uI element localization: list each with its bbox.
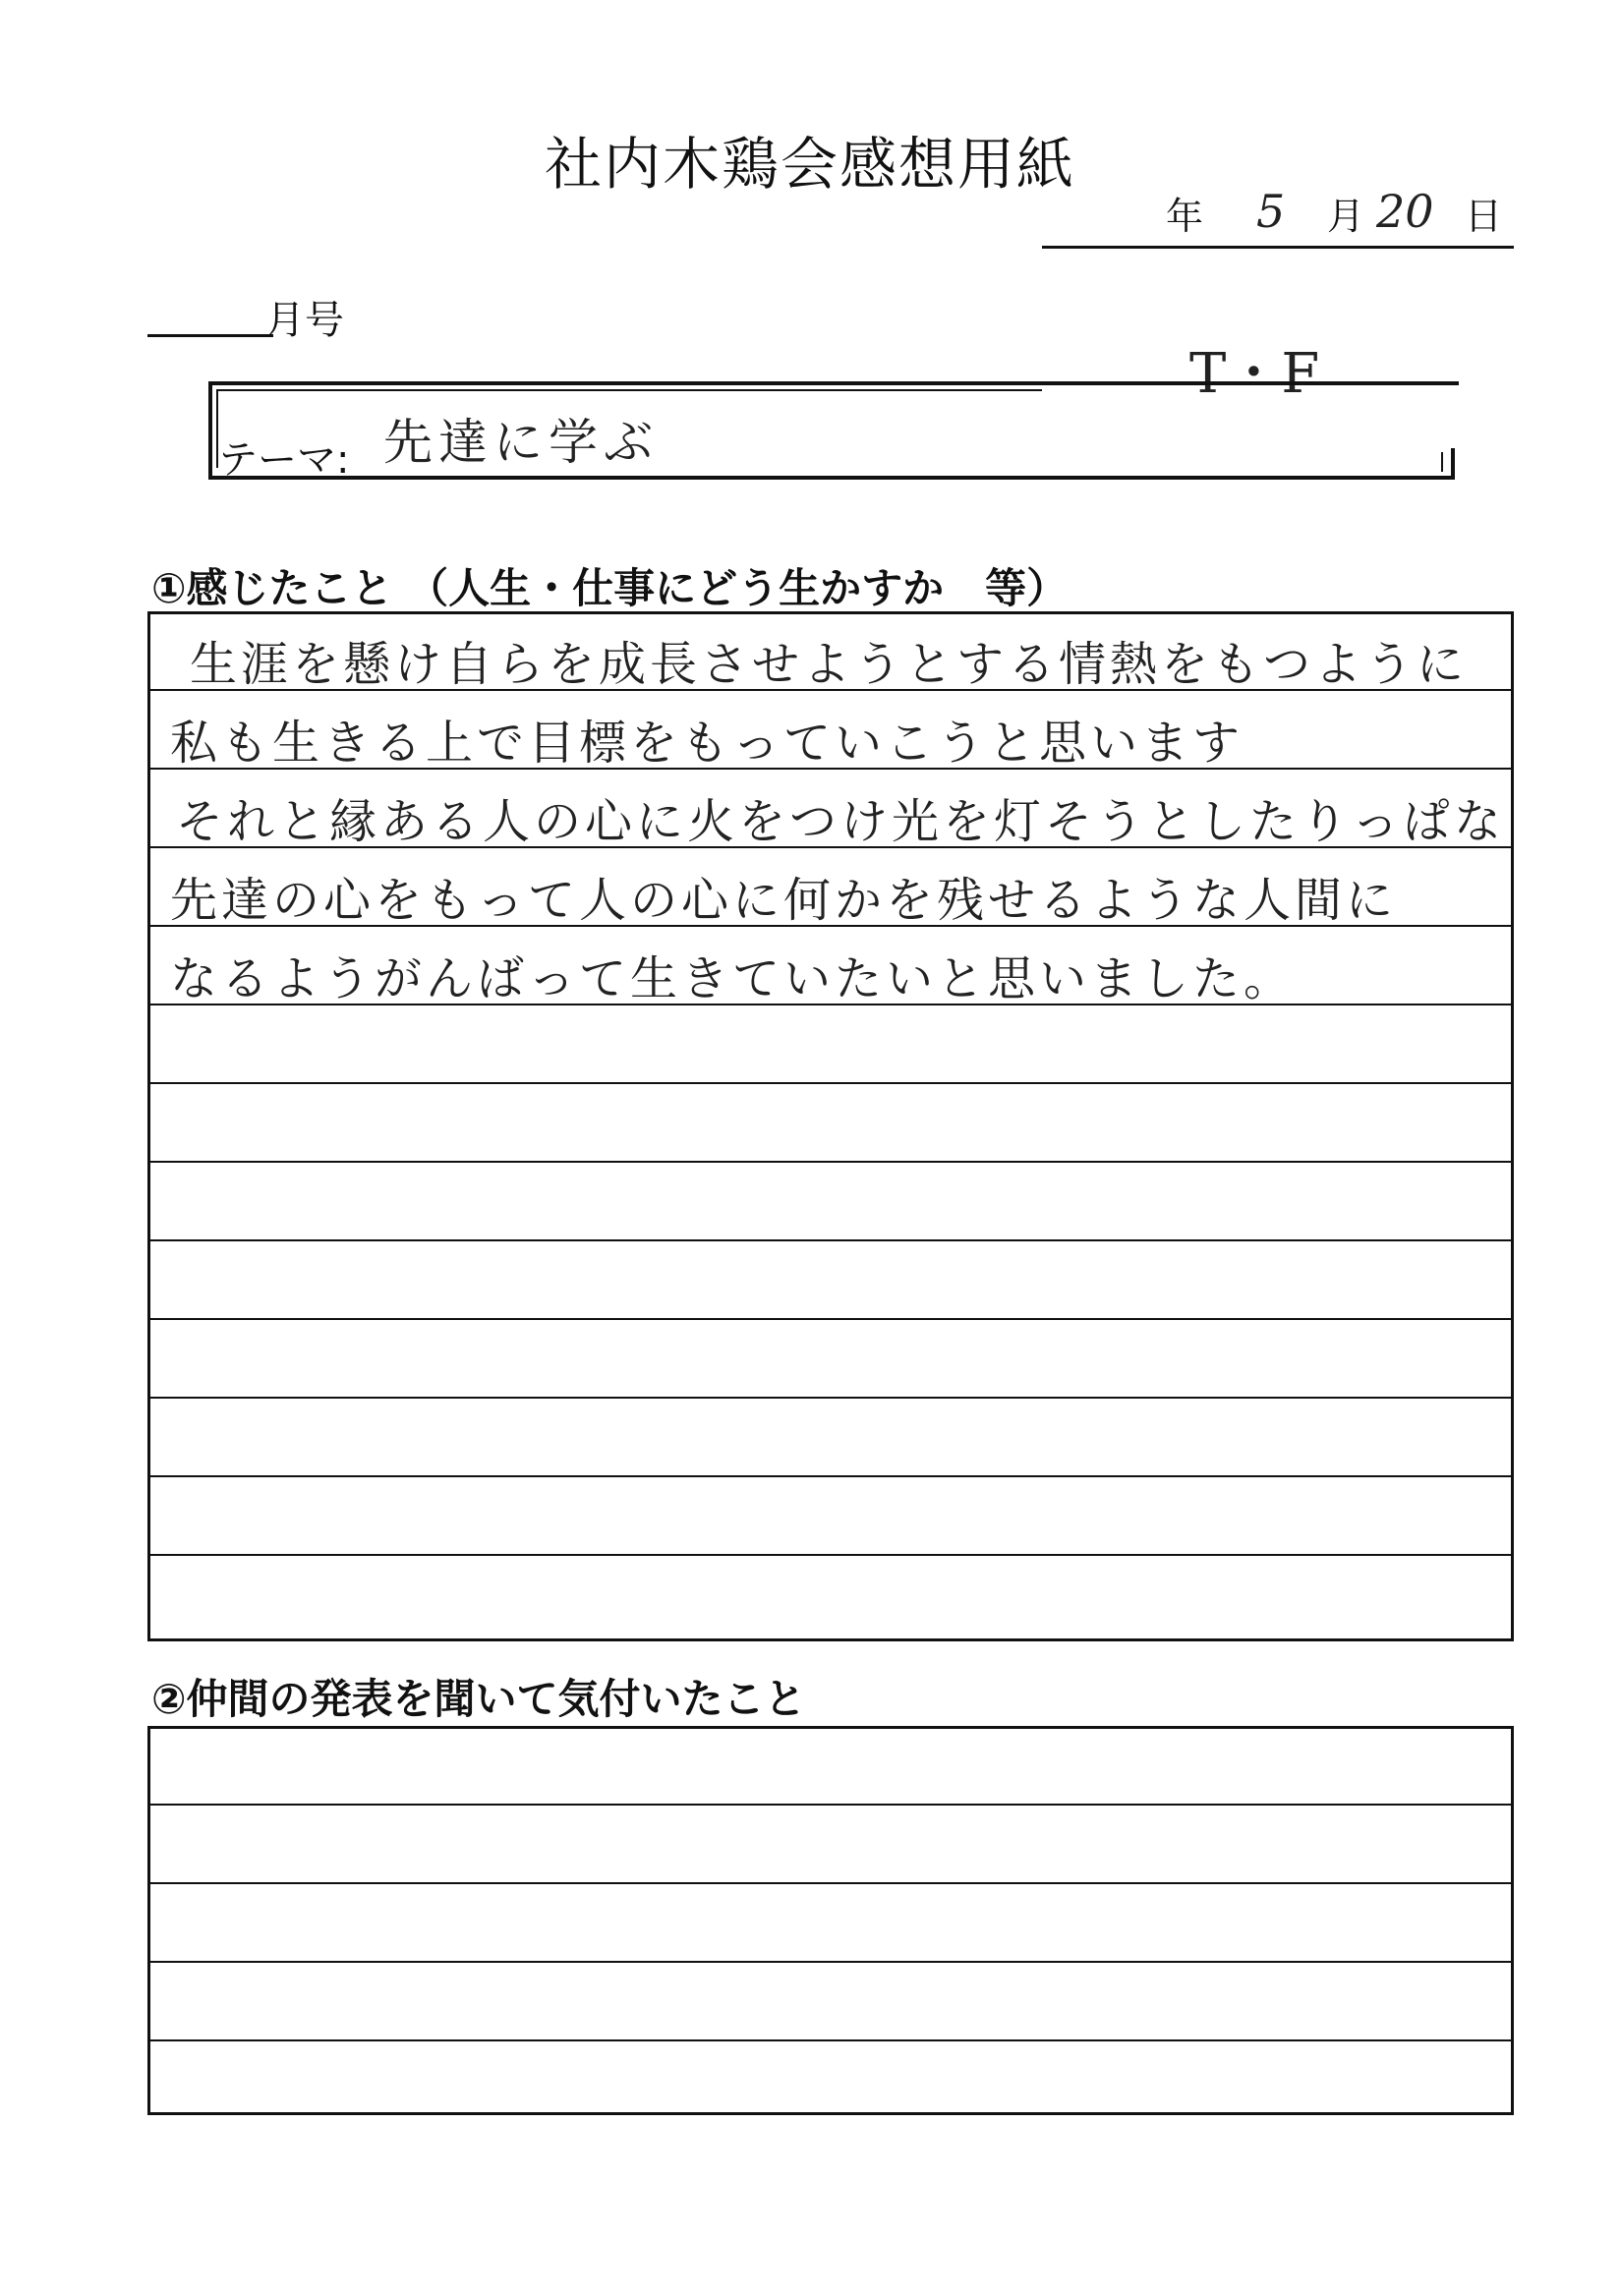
ruled-line: [150, 1882, 1511, 1884]
theme-label: テーマ:: [218, 437, 350, 483]
month-value: 5: [1256, 185, 1286, 238]
theme-box-right-border: [1451, 448, 1455, 480]
ruled-line: [150, 1804, 1511, 1806]
ruled-line: [150, 1161, 1511, 1163]
form-title: 社内木鶏会感想用紙: [544, 131, 1075, 198]
issue-label: 月号: [265, 298, 344, 343]
handwritten-line: なるようがんばって生きていたいと思いました。: [170, 951, 1296, 1006]
day-label: 日: [1465, 195, 1503, 238]
ruled-line: [150, 1397, 1511, 1399]
ruled-line: [150, 2039, 1511, 2041]
month-label: 月: [1327, 195, 1365, 238]
ruled-line: [150, 1239, 1511, 1241]
ruled-line: [150, 1475, 1511, 1477]
author-initials: T・F: [1189, 342, 1320, 406]
ruled-line: [150, 1554, 1511, 1556]
theme-box-right-border: [1441, 452, 1443, 472]
section2-heading: ②仲間の発表を聞いて気付いたこと: [151, 1675, 806, 1723]
handwritten-line: それと縁ある人の心に火をつけ光を灯そうとしたりっぱな: [176, 794, 1506, 849]
theme-value: 先達に学ぶ: [383, 414, 659, 471]
section1-heading: ①感じたこと （人生・仕事にどう生かすか 等）: [151, 564, 1069, 612]
date-field: [1042, 187, 1514, 249]
theme-box-bottom-border: [208, 476, 1455, 480]
handwritten-line: 生涯を懸け自らを成長させようとする情熱をもつように: [190, 637, 1469, 692]
day-value: 20: [1376, 185, 1434, 238]
handwritten-line: 先達の心をもって人の心に何かを残せるような人間に: [170, 873, 1398, 928]
section1-writing-area: [147, 611, 1514, 1641]
ruled-line: [150, 1318, 1511, 1320]
issue-underline: [147, 295, 273, 337]
section2-writing-area: [147, 1726, 1514, 2115]
handwritten-line: 私も生きる上で目標をもっていこうと思います: [170, 716, 1244, 771]
ruled-line: [150, 1082, 1511, 1084]
theme-box-inner-border: [216, 389, 1042, 391]
ruled-line: [150, 1961, 1511, 1963]
year-label: 年: [1166, 195, 1204, 238]
